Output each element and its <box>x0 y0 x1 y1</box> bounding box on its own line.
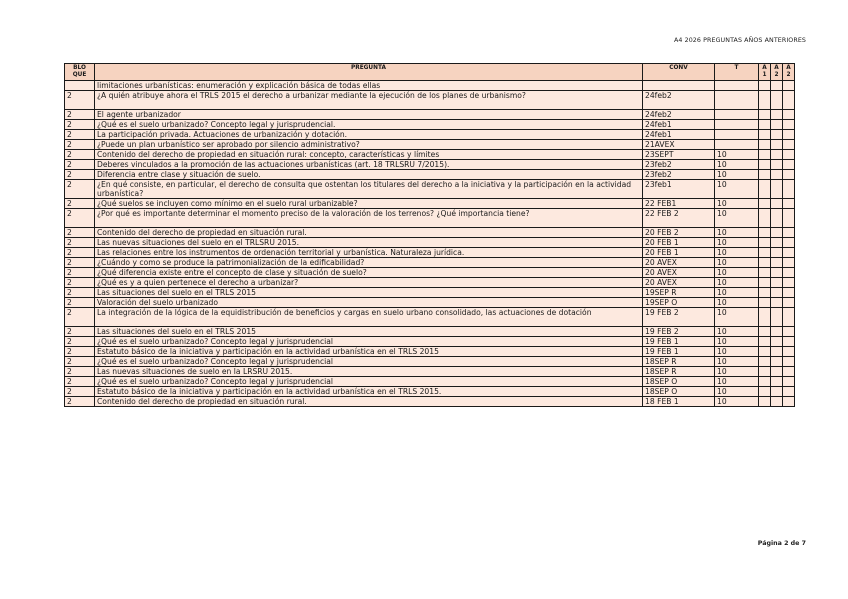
a2-cell <box>771 327 783 337</box>
a1-cell <box>759 288 771 298</box>
a2-cell <box>771 337 783 347</box>
t-cell: 10 <box>715 170 759 180</box>
table-row <box>65 327 795 337</box>
table-row <box>65 81 795 91</box>
a3-cell <box>783 209 795 228</box>
table-row <box>65 397 795 407</box>
conv-cell: 20 FEB 1 <box>643 238 715 248</box>
pregunta-cell: Diferencia entre clase y situación de suelo. <box>95 170 643 180</box>
table-row <box>65 258 795 268</box>
conv-cell: 20 AVEX <box>643 268 715 278</box>
a3-cell <box>783 377 795 387</box>
a2-cell <box>771 110 783 120</box>
t-cell <box>715 91 759 110</box>
t-cell: 10 <box>715 209 759 228</box>
table-row <box>65 91 795 110</box>
header-a3-letter: A <box>786 65 791 71</box>
page-header-title: A4 2026 PREGUNTAS AÑOS ANTERIORES <box>673 37 806 44</box>
a2-cell <box>771 278 783 288</box>
a2-cell <box>771 150 783 160</box>
a1-cell <box>759 268 771 278</box>
t-cell: 10 <box>715 357 759 367</box>
table-row <box>65 150 795 160</box>
conv-cell: 23SEPT <box>643 150 715 160</box>
a2-cell <box>771 170 783 180</box>
a1-cell <box>759 248 771 258</box>
bloque-cell: 2 <box>65 130 95 140</box>
table-row <box>65 387 795 397</box>
pregunta-cell: ¿Qué es y a quien pertenece el derecho a urbanizar? <box>95 278 643 288</box>
pregunta-cell: Contenido del derecho de propiedad en situación rural. <box>95 228 643 238</box>
a2-cell <box>771 347 783 357</box>
a2-cell <box>771 130 783 140</box>
bloque-cell: 2 <box>65 308 95 327</box>
a1-cell <box>759 91 771 110</box>
table-row <box>65 170 795 180</box>
a1-cell <box>759 110 771 120</box>
a2-cell <box>771 288 783 298</box>
pregunta-cell: Las nuevas situaciones del suelo en el TRLSRU 2015. <box>95 238 643 248</box>
conv-cell: 19SEP R <box>643 288 715 298</box>
bloque-cell: 2 <box>65 110 95 120</box>
t-cell: 10 <box>715 377 759 387</box>
t-cell: 10 <box>715 308 759 327</box>
t-cell: 10 <box>715 258 759 268</box>
a2-cell <box>771 308 783 327</box>
pregunta-cell: ¿A quién atribuye ahora el TRLS 2015 el derecho a urbanizar mediante la ejecución de los planes de urbanismo? <box>95 91 643 110</box>
a2-cell <box>771 397 783 407</box>
bloque-cell: 2 <box>65 298 95 308</box>
conv-cell: 24feb2 <box>643 110 715 120</box>
conv-cell: 18 FEB 1 <box>643 397 715 407</box>
a2-cell <box>771 209 783 228</box>
t-cell: 10 <box>715 228 759 238</box>
a1-cell <box>759 258 771 268</box>
a3-cell <box>783 357 795 367</box>
table-row <box>65 337 795 347</box>
a1-cell <box>759 130 771 140</box>
table-row <box>65 288 795 298</box>
bloque-cell: 2 <box>65 140 95 150</box>
bloque-cell <box>65 81 95 91</box>
a3-cell <box>783 298 795 308</box>
a1-cell <box>759 327 771 337</box>
a1-cell <box>759 367 771 377</box>
t-cell <box>715 130 759 140</box>
pregunta-cell: ¿Qué es el suelo urbanizado? Concepto legal y jurisprudencial <box>95 357 643 367</box>
a2-cell <box>771 258 783 268</box>
pregunta-cell: Contenido del derecho de propiedad en situación rural. <box>95 397 643 407</box>
a2-cell <box>771 248 783 258</box>
a3-cell <box>783 110 795 120</box>
t-cell <box>715 120 759 130</box>
bloque-cell: 2 <box>65 91 95 110</box>
conv-cell: 19SEP O <box>643 298 715 308</box>
t-cell: 10 <box>715 288 759 298</box>
a2-cell <box>771 160 783 170</box>
conv-cell: 20 AVEX <box>643 278 715 288</box>
a1-cell <box>759 397 771 407</box>
a3-cell <box>783 278 795 288</box>
header-a2 <box>771 64 783 81</box>
a2-cell <box>771 298 783 308</box>
bloque-cell: 2 <box>65 180 95 199</box>
t-cell: 10 <box>715 367 759 377</box>
bloque-cell: 2 <box>65 258 95 268</box>
pregunta-cell: Las nuevas situaciones de suelo en la LRSRU 2015. <box>95 367 643 377</box>
header-a3-num: 2 <box>786 72 791 78</box>
pregunta-cell: Las situaciones del suelo en el TRLS 2015 <box>95 327 643 337</box>
conv-cell: 22 FEB1 <box>643 199 715 209</box>
a1-cell <box>759 150 771 160</box>
a3-cell <box>783 397 795 407</box>
t-cell: 10 <box>715 387 759 397</box>
a3-cell <box>783 228 795 238</box>
conv-cell: 18SEP R <box>643 357 715 367</box>
bloque-cell: 2 <box>65 387 95 397</box>
pregunta-cell: Estatuto básico de la iniciativa y participación en la actividad urbanística en el TRLS 2015 <box>95 347 643 357</box>
pregunta-cell: limitaciones urbanísticas: enumeración y explicación básica de todas ellas <box>95 81 643 91</box>
header-a2-letter: A <box>774 65 779 71</box>
a1-cell <box>759 238 771 248</box>
pregunta-cell: Valoración del suelo urbanizado <box>95 298 643 308</box>
t-cell: 10 <box>715 397 759 407</box>
header-a3 <box>783 64 795 81</box>
a1-cell <box>759 377 771 387</box>
conv-cell: 18SEP R <box>643 367 715 377</box>
bloque-cell: 2 <box>65 327 95 337</box>
pregunta-cell: ¿Qué es el suelo urbanizado? Concepto legal y jurisprudencial <box>95 337 643 347</box>
t-cell: 10 <box>715 347 759 357</box>
header-a1-letter: A <box>762 65 767 71</box>
table-row <box>65 180 795 199</box>
bloque-cell: 2 <box>65 209 95 228</box>
bloque-cell: 2 <box>65 199 95 209</box>
table-row <box>65 308 795 327</box>
a3-cell <box>783 248 795 258</box>
conv-cell: 20 FEB 2 <box>643 228 715 238</box>
header-conv: CONV <box>643 64 715 81</box>
a3-cell <box>783 170 795 180</box>
table-row <box>65 278 795 288</box>
a3-cell <box>783 347 795 357</box>
t-cell: 10 <box>715 238 759 248</box>
bloque-cell: 2 <box>65 288 95 298</box>
table-row <box>65 377 795 387</box>
bloque-cell: 2 <box>65 367 95 377</box>
a3-cell <box>783 150 795 160</box>
t-cell: 10 <box>715 278 759 288</box>
pregunta-cell: El agente urbanizador <box>95 110 643 120</box>
a3-cell <box>783 258 795 268</box>
t-cell: 10 <box>715 150 759 160</box>
conv-cell: 19 FEB 1 <box>643 337 715 347</box>
a1-cell <box>759 140 771 150</box>
table-row <box>65 248 795 258</box>
table-row <box>65 209 795 228</box>
t-cell: 10 <box>715 180 759 199</box>
a2-cell <box>771 140 783 150</box>
header-a1 <box>759 64 771 81</box>
table-row <box>65 140 795 150</box>
table-row <box>65 130 795 140</box>
a1-cell <box>759 298 771 308</box>
t-cell <box>715 110 759 120</box>
conv-cell: 18SEP O <box>643 377 715 387</box>
header-t: T <box>715 64 759 81</box>
t-cell <box>715 81 759 91</box>
bloque-cell: 2 <box>65 228 95 238</box>
a3-cell <box>783 327 795 337</box>
a3-cell <box>783 160 795 170</box>
header-a1-num: 1 <box>762 72 767 78</box>
a2-cell <box>771 357 783 367</box>
pregunta-cell: Las situaciones del suelo en el TRLS 2015 <box>95 288 643 298</box>
t-cell: 10 <box>715 327 759 337</box>
a1-cell <box>759 337 771 347</box>
a3-cell <box>783 337 795 347</box>
a2-cell <box>771 228 783 238</box>
a1-cell <box>759 308 771 327</box>
table-row <box>65 199 795 209</box>
pregunta-cell: ¿Qué es el suelo urbanizado? Concepto legal y jurisprudencial <box>95 377 643 387</box>
a3-cell <box>783 268 795 278</box>
bloque-cell: 2 <box>65 278 95 288</box>
conv-cell: 21AVEX <box>643 140 715 150</box>
conv-cell: 19 FEB 2 <box>643 308 715 327</box>
a1-cell <box>759 387 771 397</box>
a1-cell <box>759 347 771 357</box>
pregunta-cell: ¿Puede un plan urbanístico ser aprobado por silencio administrativo? <box>95 140 643 150</box>
conv-cell: 18SEP O <box>643 387 715 397</box>
a3-cell <box>783 120 795 130</box>
t-cell: 10 <box>715 268 759 278</box>
a2-cell <box>771 199 783 209</box>
page-number: Página 2 de 7 <box>757 540 806 547</box>
table-row <box>65 110 795 120</box>
table-row <box>65 120 795 130</box>
t-cell: 10 <box>715 298 759 308</box>
a1-cell <box>759 209 771 228</box>
t-cell: 10 <box>715 199 759 209</box>
a1-cell <box>759 81 771 91</box>
pregunta-cell: Contenido del derecho de propiedad en situación rural: concepto, características y límites <box>95 150 643 160</box>
a3-cell <box>783 140 795 150</box>
bloque-cell: 2 <box>65 397 95 407</box>
conv-cell: 23feb2 <box>643 160 715 170</box>
a1-cell <box>759 278 771 288</box>
conv-cell: 19 FEB 2 <box>643 327 715 337</box>
conv-cell: 24feb2 <box>643 91 715 110</box>
t-cell: 10 <box>715 160 759 170</box>
pregunta-cell: Deberes vinculados a la promoción de las actuaciones urbanísticas (art. 18 TRLSRU 7/2015). <box>95 160 643 170</box>
table-row <box>65 298 795 308</box>
conv-cell: 23feb1 <box>643 180 715 199</box>
table-row <box>65 357 795 367</box>
bloque-cell: 2 <box>65 337 95 347</box>
conv-cell: 24feb1 <box>643 120 715 130</box>
pregunta-cell: ¿Qué es el suelo urbanizado? Concepto legal y jurisprudencial. <box>95 120 643 130</box>
conv-cell: 22 FEB 2 <box>643 209 715 228</box>
bloque-cell: 2 <box>65 377 95 387</box>
t-cell: 10 <box>715 248 759 258</box>
a3-cell <box>783 199 795 209</box>
header-bloque <box>65 64 95 81</box>
a3-cell <box>783 81 795 91</box>
a2-cell <box>771 387 783 397</box>
conv-cell <box>643 81 715 91</box>
bloque-cell: 2 <box>65 160 95 170</box>
a3-cell <box>783 130 795 140</box>
conv-cell: 23feb2 <box>643 170 715 180</box>
a3-cell <box>783 238 795 248</box>
bloque-cell: 2 <box>65 268 95 278</box>
bloque-cell: 2 <box>65 120 95 130</box>
a3-cell <box>783 367 795 377</box>
pregunta-cell: ¿Por qué es importante determinar el momento preciso de la valoración de los terrenos? ¿Qué importancia tiene? <box>95 209 643 228</box>
a2-cell <box>771 367 783 377</box>
table-row <box>65 268 795 278</box>
pregunta-cell: ¿Qué diferencia existe entre el concepto de clase y situación de suelo? <box>95 268 643 278</box>
header-a2-num: 2 <box>774 72 779 78</box>
a3-cell <box>783 387 795 397</box>
a3-cell <box>783 288 795 298</box>
bloque-cell: 2 <box>65 248 95 258</box>
a1-cell <box>759 180 771 199</box>
conv-cell: 24feb1 <box>643 130 715 140</box>
a2-cell <box>771 91 783 110</box>
header-pregunta: PREGUNTA <box>95 64 643 81</box>
pregunta-cell: La participación privada. Actuaciones de urbanización y dotación. <box>95 130 643 140</box>
table-row <box>65 238 795 248</box>
a2-cell <box>771 81 783 91</box>
a1-cell <box>759 199 771 209</box>
pregunta-cell: ¿Cuándo y como se produce la patrimonialización de la edificabilidad? <box>95 258 643 268</box>
table-header-row <box>65 64 795 81</box>
conv-cell: 19 FEB 1 <box>643 347 715 357</box>
a1-cell <box>759 160 771 170</box>
a1-cell <box>759 228 771 238</box>
pregunta-cell: Las relaciones entre los instrumentos de ordenación territorial y urbanística. Naturaleza jurídica. <box>95 248 643 258</box>
bloque-cell: 2 <box>65 347 95 357</box>
header-bloque-line1: BLO <box>73 65 86 71</box>
a2-cell <box>771 238 783 248</box>
a2-cell <box>771 180 783 199</box>
pregunta-cell: Estatuto básico de la iniciativa y participación en la actividad urbanística en el TRLS 2015. <box>95 387 643 397</box>
a1-cell <box>759 357 771 367</box>
a3-cell <box>783 91 795 110</box>
a2-cell <box>771 120 783 130</box>
table-row <box>65 347 795 357</box>
table-body <box>65 81 795 407</box>
t-cell: 10 <box>715 337 759 347</box>
questions-table <box>64 63 795 407</box>
a3-cell <box>783 180 795 199</box>
pregunta-cell: ¿Qué suelos se incluyen como mínimo en el suelo rural urbanizable? <box>95 199 643 209</box>
a2-cell <box>771 377 783 387</box>
bloque-cell: 2 <box>65 238 95 248</box>
t-cell <box>715 140 759 150</box>
a2-cell <box>771 268 783 278</box>
table-row <box>65 228 795 238</box>
pregunta-cell: La integración de la lógica de la equidistribución de beneficios y cargas en suelo urbano consolidado, las actuaciones de dotación <box>95 308 643 327</box>
conv-cell: 20 FEB 1 <box>643 248 715 258</box>
bloque-cell: 2 <box>65 150 95 160</box>
header-bloque-line2: QUE <box>72 72 87 78</box>
table-row <box>65 160 795 170</box>
a1-cell <box>759 170 771 180</box>
pregunta-cell: ¿En qué consiste, en particular, el derecho de consulta que ostentan los titulares del derecho a la iniciativa y la participación en la actividad urbanística? <box>95 180 643 199</box>
a3-cell <box>783 308 795 327</box>
bloque-cell: 2 <box>65 170 95 180</box>
bloque-cell: 2 <box>65 357 95 367</box>
table-row <box>65 367 795 377</box>
a1-cell <box>759 120 771 130</box>
conv-cell: 20 AVEX <box>643 258 715 268</box>
